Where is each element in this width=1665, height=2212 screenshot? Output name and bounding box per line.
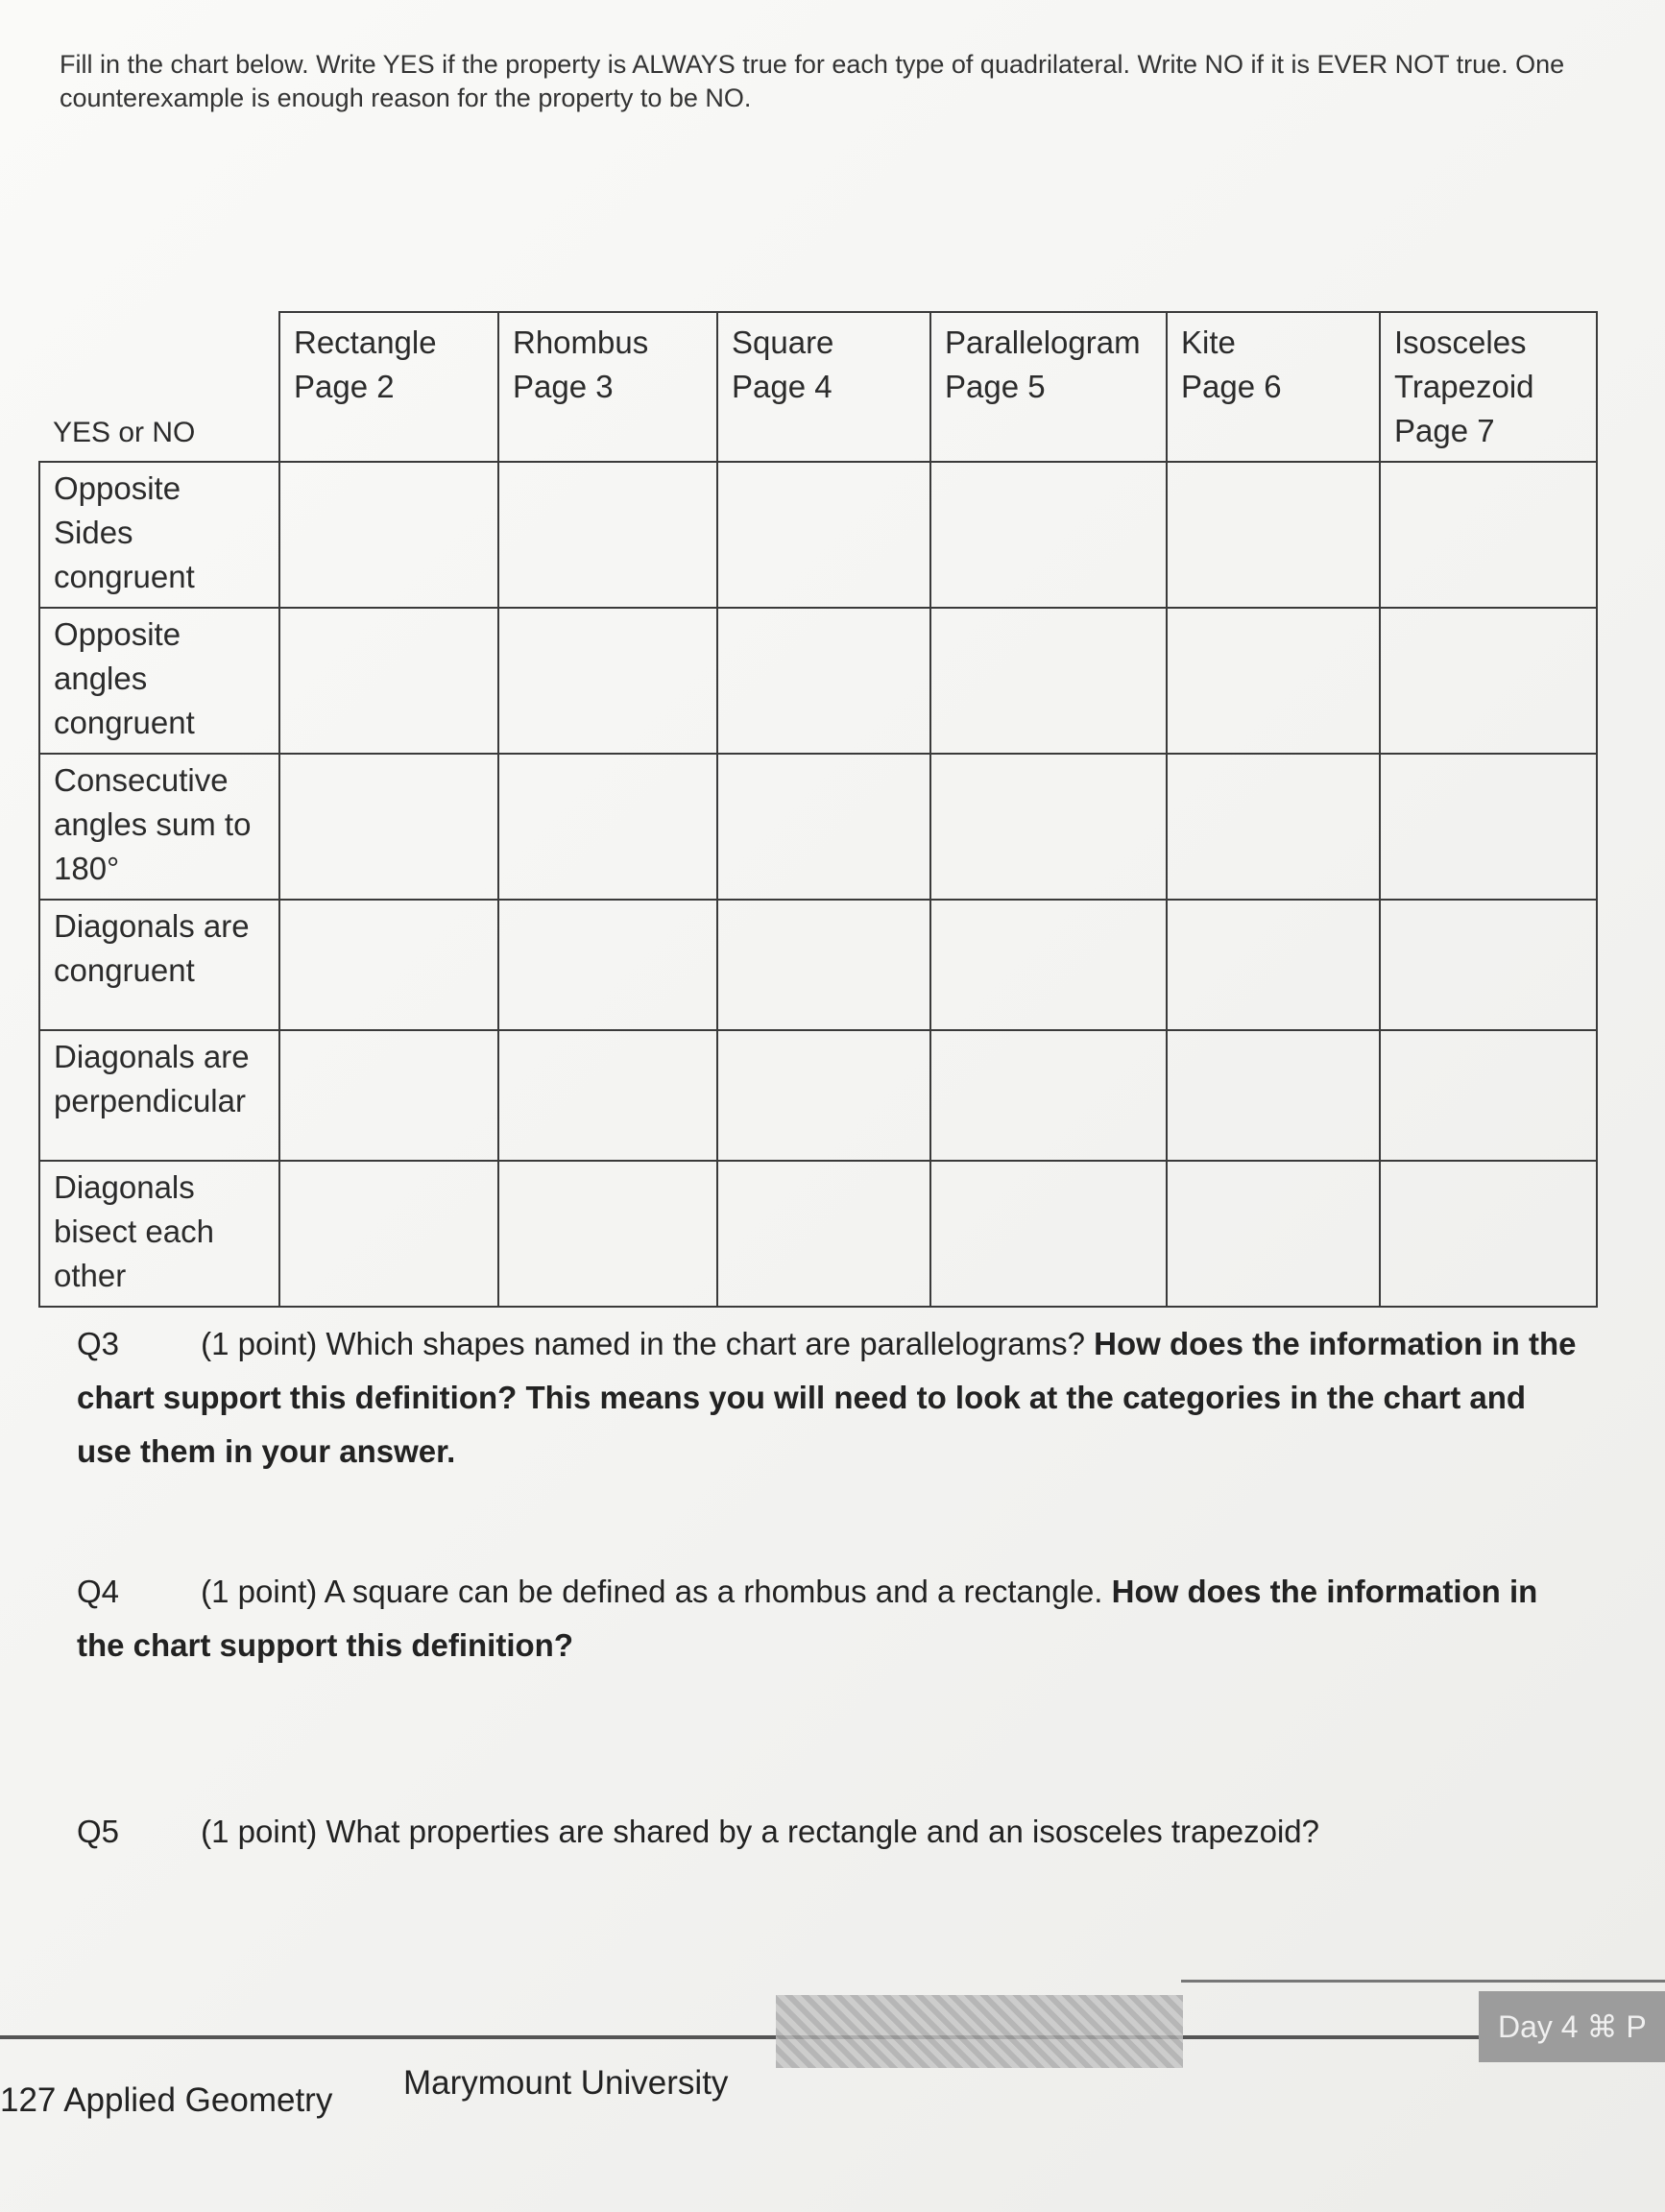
row-label: Diagonals are congruent xyxy=(39,900,279,1030)
footer-graphic xyxy=(776,1995,1183,2068)
answer-cell[interactable] xyxy=(1380,754,1597,900)
answer-cell[interactable] xyxy=(1167,462,1380,608)
question-bold-text: How does the information in the chart support this definition? xyxy=(77,1574,1538,1663)
question-q3 xyxy=(77,1317,1584,1479)
row-label: Opposite Sides congruent xyxy=(39,462,279,608)
footer-divider-upper xyxy=(1181,1980,1665,1983)
question-text: (1 point) Which shapes named in the chart are parallelograms? xyxy=(201,1326,1085,1361)
answer-cell[interactable] xyxy=(717,608,930,754)
instructions-text: Fill in the chart below. Write YES if the property is ALWAYS true for each type of quadrilateral. Write NO if it is EVER NOT true. One counterexample is enough reason for the property to be NO. xyxy=(60,50,1565,112)
column-name: Kite xyxy=(1181,325,1236,360)
answer-cell[interactable] xyxy=(930,754,1167,900)
answer-cell[interactable] xyxy=(717,754,930,900)
column-page: Page 3 xyxy=(513,369,614,404)
answer-cell[interactable] xyxy=(498,462,717,608)
answer-cell[interactable] xyxy=(930,1030,1167,1161)
chart-row xyxy=(39,608,1597,754)
question-number: Q5 xyxy=(77,1814,120,1849)
answer-cell[interactable] xyxy=(717,1030,930,1161)
row-label: Diagonals bisect each other xyxy=(39,1161,279,1307)
answer-cell[interactable] xyxy=(930,1161,1167,1307)
chart-row xyxy=(39,754,1597,900)
answer-cell[interactable] xyxy=(1167,900,1380,1030)
question-q5 xyxy=(77,1805,1584,1859)
answer-cell[interactable] xyxy=(1167,754,1380,900)
chart-row xyxy=(39,1161,1597,1307)
chart-header-row xyxy=(39,312,1597,462)
column-page: Page 2 xyxy=(294,369,395,404)
column-name: Isosceles Trapezoid xyxy=(1394,325,1534,404)
answer-cell[interactable] xyxy=(1380,608,1597,754)
column-header-parallelogram xyxy=(930,312,1167,462)
column-header-isosceles-trapezoid xyxy=(1380,312,1597,462)
answer-cell[interactable] xyxy=(717,462,930,608)
answer-cell[interactable] xyxy=(1167,1161,1380,1307)
answer-cell[interactable] xyxy=(279,900,498,1030)
answer-cell[interactable] xyxy=(1380,462,1597,608)
answer-cell[interactable] xyxy=(498,1161,717,1307)
column-header-kite xyxy=(1167,312,1380,462)
answer-cell[interactable] xyxy=(1380,1161,1597,1307)
question-q4 xyxy=(77,1565,1584,1672)
row-label: Opposite angles congruent xyxy=(39,608,279,754)
column-name: Parallelogram xyxy=(945,325,1141,360)
answer-cell[interactable] xyxy=(279,1030,498,1161)
column-page: Page 6 xyxy=(1181,369,1282,404)
corner-label: YES or NO xyxy=(39,312,279,462)
chart-row xyxy=(39,462,1597,608)
answer-cell[interactable] xyxy=(930,462,1167,608)
row-label: Consecutive angles sum to 180° xyxy=(39,754,279,900)
column-header-square xyxy=(717,312,930,462)
column-page: Page 5 xyxy=(945,369,1046,404)
column-name: Rectangle xyxy=(294,325,437,360)
answer-cell[interactable] xyxy=(498,754,717,900)
answer-cell[interactable] xyxy=(279,608,498,754)
answer-cell[interactable] xyxy=(930,900,1167,1030)
question-number: Q3 xyxy=(77,1326,120,1361)
question-number: Q4 xyxy=(77,1574,120,1609)
answer-cell[interactable] xyxy=(1380,1030,1597,1161)
column-name: Rhombus xyxy=(513,325,649,360)
quadrilateral-properties-chart xyxy=(38,311,1598,1308)
answer-cell[interactable] xyxy=(717,1161,930,1307)
chart-body xyxy=(39,462,1597,1307)
answer-cell[interactable] xyxy=(279,462,498,608)
column-name: Square xyxy=(732,325,834,360)
footer-course: 127 Applied Geometry xyxy=(0,2081,333,2119)
column-header-rectangle xyxy=(279,312,498,462)
chart-row xyxy=(39,1030,1597,1161)
answer-cell[interactable] xyxy=(717,900,930,1030)
answer-cell[interactable] xyxy=(498,1030,717,1161)
question-text: (1 point) What properties are shared by a rectangle and an isosceles trapezoid? xyxy=(201,1814,1320,1849)
column-page: Page 7 xyxy=(1394,413,1495,448)
answer-cell[interactable] xyxy=(1380,900,1597,1030)
answer-cell[interactable] xyxy=(279,1161,498,1307)
question-bold-text: How does the information in the chart support this definition? This means you will need to look at the categories in the chart and use them in your answer. xyxy=(77,1326,1577,1469)
answer-cell[interactable] xyxy=(1167,608,1380,754)
answer-cell[interactable] xyxy=(498,608,717,754)
day-badge: Day 4 ⌘ P xyxy=(1479,1991,1665,2062)
row-label: Diagonals are perpendicular xyxy=(39,1030,279,1161)
answer-cell[interactable] xyxy=(1167,1030,1380,1161)
question-text: (1 point) A square can be defined as a rhombus and a rectangle. xyxy=(201,1574,1103,1609)
answer-cell[interactable] xyxy=(498,900,717,1030)
column-header-rhombus xyxy=(498,312,717,462)
answer-cell[interactable] xyxy=(930,608,1167,754)
answer-cell[interactable] xyxy=(279,754,498,900)
footer-university: Marymount University xyxy=(403,2064,729,2102)
column-page: Page 4 xyxy=(732,369,832,404)
chart-row xyxy=(39,900,1597,1030)
